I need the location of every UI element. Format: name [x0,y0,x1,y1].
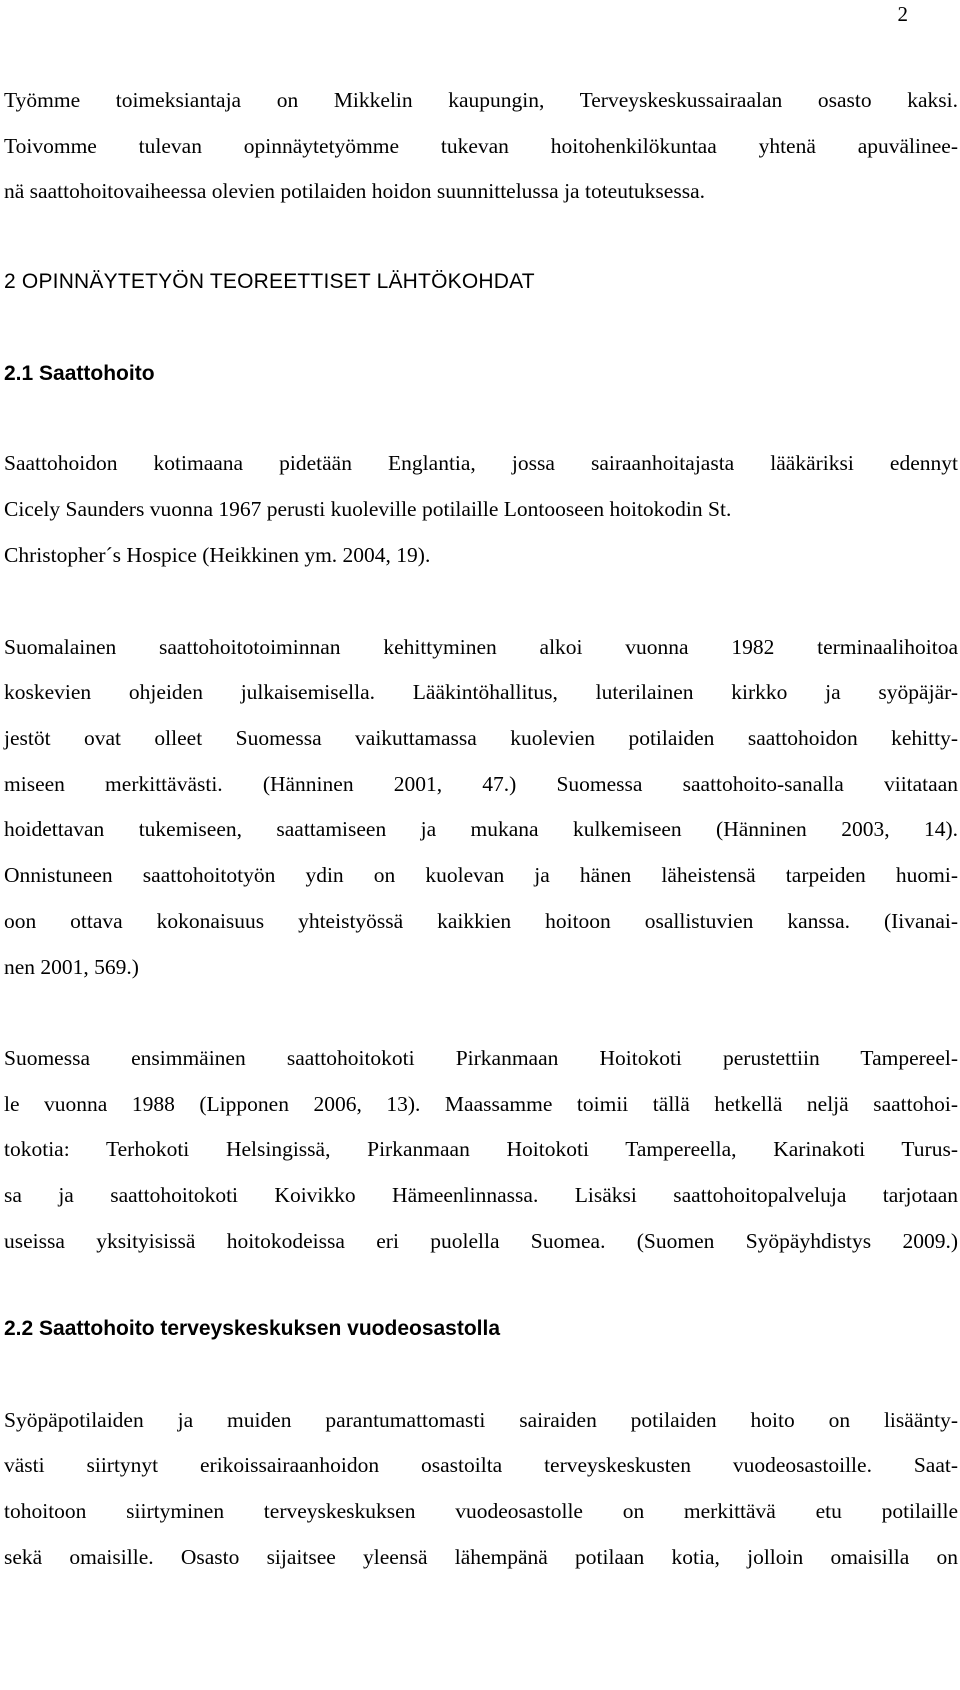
paragraph-line: Cicely Saunders vuonna 1967 perusti kuoleville potilaille Lontooseen hoitokodin St. [4,497,732,521]
paragraph-line: Christopher´s Hospice (Heikkinen ym. 2004, 19). [4,543,431,567]
paragraph-line: Syöpäpotilaiden ja muiden parantumattomasti sairaiden potilaiden hoito on lisäänty- [4,1408,958,1432]
paragraph-line: sa ja saattohoitokoti Koivikko Hämeenlinnassa. Lisäksi saattohoitopalveluja tarjotaan [4,1183,958,1207]
paragraph-line: useissa yksityisissä hoitokodeissa eri puolella Suomea. (Suomen Syöpäyhdistys 2009.) [4,1229,958,1253]
subsection-heading: 2.2 Saattohoito terveyskeskuksen vuodeosastolla [4,1317,501,1340]
intro-line: Työmme toimeksiantaja on Mikkelin kaupungin, Terveyskeskussairaalan osasto kaksi. [4,88,958,112]
intro-line: nä saattohoitovaiheessa olevien potilaiden hoidon suunnittelussa ja toteutuksessa. [4,179,705,203]
subsection-heading: 2.1 Saattohoito [4,362,155,385]
paragraph-line: Onnistuneen saattohoitotyön ydin on kuolevan ja hänen läheistensä tarpeiden huomi- [4,863,958,887]
page-number: 2 [897,2,908,26]
paragraph-line: sekä omaisille. Osasto sijaitsee yleensä lähempänä potilaan kotia, jolloin omaisilla on [4,1545,958,1569]
paragraph-line: tohoitoon siirtyminen terveyskeskuksen vuodeosastolle on merkittävä etu potilaille [4,1499,958,1523]
paragraph-line: hoidettavan tukemiseen, saattamiseen ja mukana kulkemiseen (Hänninen 2003, 14). [4,817,958,841]
paragraph-line: västi siirtynyt erikoissairaanhoidon osastoilta terveyskeskusten vuodeosastoille. Saat- [4,1453,958,1477]
intro-line: Toivomme tulevan opinnäytetyömme tukevan hoitohenkilökuntaa yhtenä apuvälinee- [4,134,958,158]
paragraph-line: tokotia: Terhokoti Helsingissä, Pirkanmaan Hoitokoti Tampereella, Karinakoti Turus- [4,1137,958,1161]
section-heading: 2 OPINNÄYTETYÖN TEOREETTISET LÄHTÖKOHDAT [4,270,535,293]
paragraph-line: oon ottava kokonaisuus yhteistyössä kaikkien hoitoon osallistuvien kanssa. (Iivanai- [4,909,958,933]
paragraph-line: jestöt ovat olleet Suomessa vaikuttamassa kuolevien potilaiden saattohoidon kehitty- [4,726,958,750]
paragraph-line: Saattohoidon kotimaana pidetään Englantia, jossa sairaanhoitajasta lääkäriksi edennyt [4,451,958,475]
paragraph-line: koskevien ohjeiden julkaisemisella. Lääkintöhallitus, luterilainen kirkko ja syöpäjär- [4,680,958,704]
paragraph-line: le vuonna 1988 (Lipponen 2006, 13). Maassamme toimii tällä hetkellä neljä saattohoi- [4,1092,958,1116]
paragraph-line: nen 2001, 569.) [4,955,139,979]
paragraph-line: miseen merkittävästi. (Hänninen 2001, 47.) Suomessa saattohoito-sanalla viitataan [4,772,958,796]
paragraph-line: Suomessa ensimmäinen saattohoitokoti Pirkanmaan Hoitokoti perustettiin Tampereel- [4,1046,958,1070]
paragraph-line: Suomalainen saattohoitotoiminnan kehittyminen alkoi vuonna 1982 terminaalihoitoa [4,635,958,659]
